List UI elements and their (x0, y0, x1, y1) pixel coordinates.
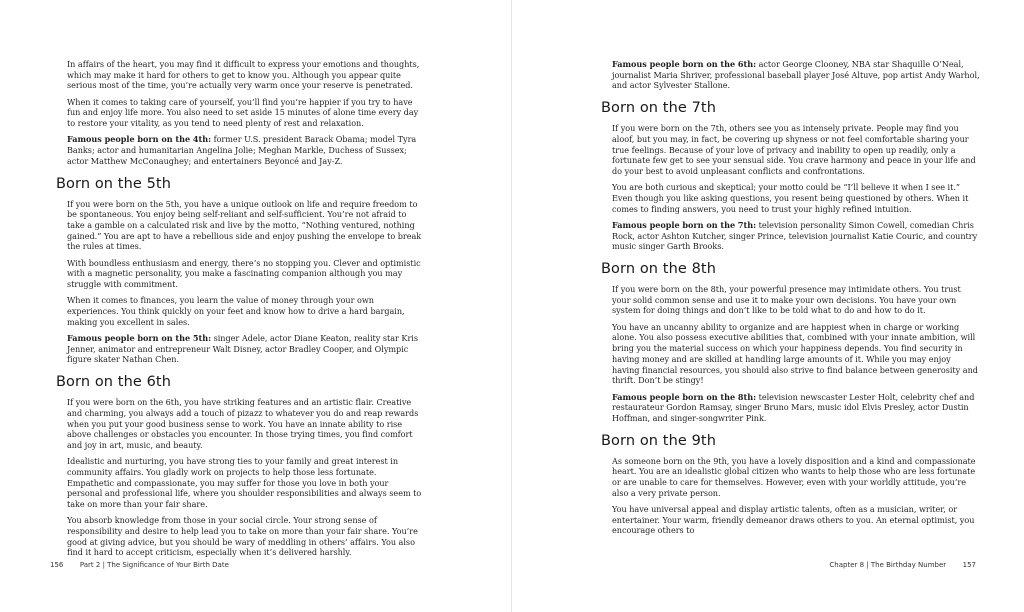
intro-paragraph: In affairs of the heart, you may find it difficult to express your emotions and thoughts, which may make it hard for others to get to know you. Although you appear quite serious most of the time, you’re actually very warm once your reserve is penetrated. (67, 59, 420, 91)
section-heading-9th: Born on the 9th (601, 432, 717, 449)
body-paragraph: When it comes to finances, you learn the value of money through your own experiences. You think quickly on your feet and know how to drive a hard bargain, making you excellent in sales. (67, 295, 405, 327)
famous-people-4th (67, 134, 422, 166)
running-head: Chapter 8 | The Birthday Number (829, 561, 947, 569)
famous-list: actor George Clooney, NBA star Shaquille O’Neal, journalist Maria Shriver, professional baseball player José Altuve, pop artist Andy Warhol, and actor Sylvester Stallone. (612, 59, 980, 91)
famous-label: Famous people born on the 7th: (612, 219, 757, 230)
famous-list: television newscaster Lester Holt, celebrity chef and restaurateur Gordon Ramsay, singer Bruno Mars, music idol Elvis Presley, actor Dustin Hoffman, and singer-songwriter Pink. (612, 391, 975, 423)
body-paragraph: As someone born on the 9th, you have a lovely disposition and a kind and compassionate heart. You are an idealistic global citizen who wants to help those who are less fortunate or are unable to care for themselves. However, even with your worldly attitude, you’re also a very private person. (612, 455, 976, 498)
intro-paragraph: When it comes to taking care of yourself, you’ll find you’re happier if you try to have fun and enjoy life more. You also need to set aside 15 minutes of alone time every day to restore your vitality, as you tend to need plenty of rest and relaxation. (67, 96, 419, 129)
right-page (513, 0, 1024, 612)
famous-people-8th (612, 392, 980, 424)
page-number: 157 (962, 561, 976, 569)
page-gutter (511, 0, 512, 612)
famous-people-5th (67, 333, 422, 365)
right-page-footer (829, 561, 976, 570)
body-paragraph: You have an uncanny ability to organize and are happiest when in charge or working alone. You also possess executive abilities that, combined with your innate ambition, will bring you the material success on which your happiness depends. You find security in having money and are skilled at handling large amounts of it. While you may enjoy having financial resources, you should also strive to find balance between generosity and thrift. Don’t be stingy! (612, 321, 978, 386)
body-paragraph: If you were born on the 5th, you have a unique outlook on life and require freedom to be spontaneous. You enjoy being self-reliant and self-sufficient. You’re not afraid to take a gamble on a calculated risk and live by the motto, “Nothing ventured, nothing gained.” You are apt to have a rebellious side and enjoy pushing the envelope to break the rules at times. (67, 198, 422, 252)
body-paragraph: You absorb knowledge from those in your social circle. Your strong sense of responsibility and desire to help lead you to take on more than your fair share. You’re good at giving advice, but you should be wary of meddling in others’ affairs. You also find it hard to accept criticism, especially when it’s delivered harshly. (67, 515, 418, 558)
right-text-column (601, 59, 980, 542)
page-number: 156 (50, 561, 64, 569)
famous-label: Famous people born on the 6th: (612, 59, 757, 69)
section-heading-8th: Born on the 8th (601, 261, 717, 278)
running-head: Part 2 | The Significance of Your Birth Date (79, 561, 229, 569)
body-paragraph: With boundless enthusiasm and energy, there’s no stopping you. Clever and optimistic with a magnetic personality, you make a fascinating companion although you may struggle with commitment. (67, 257, 421, 290)
famous-people-7th (612, 220, 980, 252)
body-paragraph: If you were born on the 8th, your powerful presence may intimidate others. You trust your solid common sense and use it to make your own decisions. You have your own system for doing things and don’t like to be told what to do and how to do it. (612, 284, 961, 316)
famous-label: Famous people born on the 8th: (612, 391, 757, 402)
famous-list: former U.S. president Barack Obama; model Tyra Banks; actor and humanitarian Angelina Jolie; Meghan Markle, Duchess of Sussex; actor Matthew McConaughey; and entertainers Beyoncé and Jay-Z. (67, 134, 417, 166)
section-heading-5th: Born on the 5th (56, 175, 172, 192)
body-paragraph: If you were born on the 7th, others see you as intensely private. People may find you aloof, but you may, in fact, be covering up shyness or not feel comfortable sharing your true feelings. Because of your love of privacy and inability to open up readily, only a fortunate few get to see your sensual side. You crave harmony and peace in your life and do your best to avoid unpleasant conflicts and confrontations. (612, 123, 976, 176)
left-text-column (56, 59, 422, 564)
section-heading-7th: Born on the 7th (601, 100, 717, 117)
left-page (0, 0, 511, 612)
famous-label: Famous people born on the 5th: (67, 333, 212, 344)
left-page-footer (50, 561, 229, 570)
body-paragraph: You have universal appeal and display artistic talents, often as a musician, writer, or entertainer. Your warm, friendly demeanor draws others to you. An eternal optimist, you encourage others to (612, 504, 975, 536)
famous-list: singer Adele, actor Diane Keaton, reality star Kris Jenner, animator and entrepreneur Walt Disney, actor Bradley Cooper, and Olympic figure skater Nathan Chen. (67, 333, 419, 365)
body-paragraph: Idealistic and nurturing, you have strong ties to your family and great interest in community affairs. You gladly work on projects to help those less fortunate. Empathetic and compassionate, you may suffer for those you love in both your personal and professional life, where you shoulder responsibilities and always seem to take on more than your fair share. (67, 456, 422, 510)
body-paragraph: You are both curious and skeptical; your motto could be “I’ll believe it when I see it.” Even though you like asking questions, you resent being questioned by others. When it comes to finding answers, you need to trust your highly refined intuition. (612, 182, 969, 214)
famous-people-6th (612, 59, 980, 91)
section-heading-6th: Born on the 6th (56, 374, 172, 391)
body-paragraph: If you were born on the 6th, you have striking features and an artistic flair. Creative and charming, you always add a touch of pizazz to whatever you do and reap rewards when you put your good business sense to work. You have an innate ability to rise above challenges or obstacles you encounter. In those trying times, you find comfort and joy in art, music, and beauty. (67, 397, 419, 450)
famous-label: Famous people born on the 4th: (67, 134, 212, 145)
famous-list: television personality Simon Cowell, comedian Chris Rock, actor Ashton Kutcher, singer Prince, television journalist Katie Couric, and country music singer Garth Brooks. (612, 219, 978, 252)
